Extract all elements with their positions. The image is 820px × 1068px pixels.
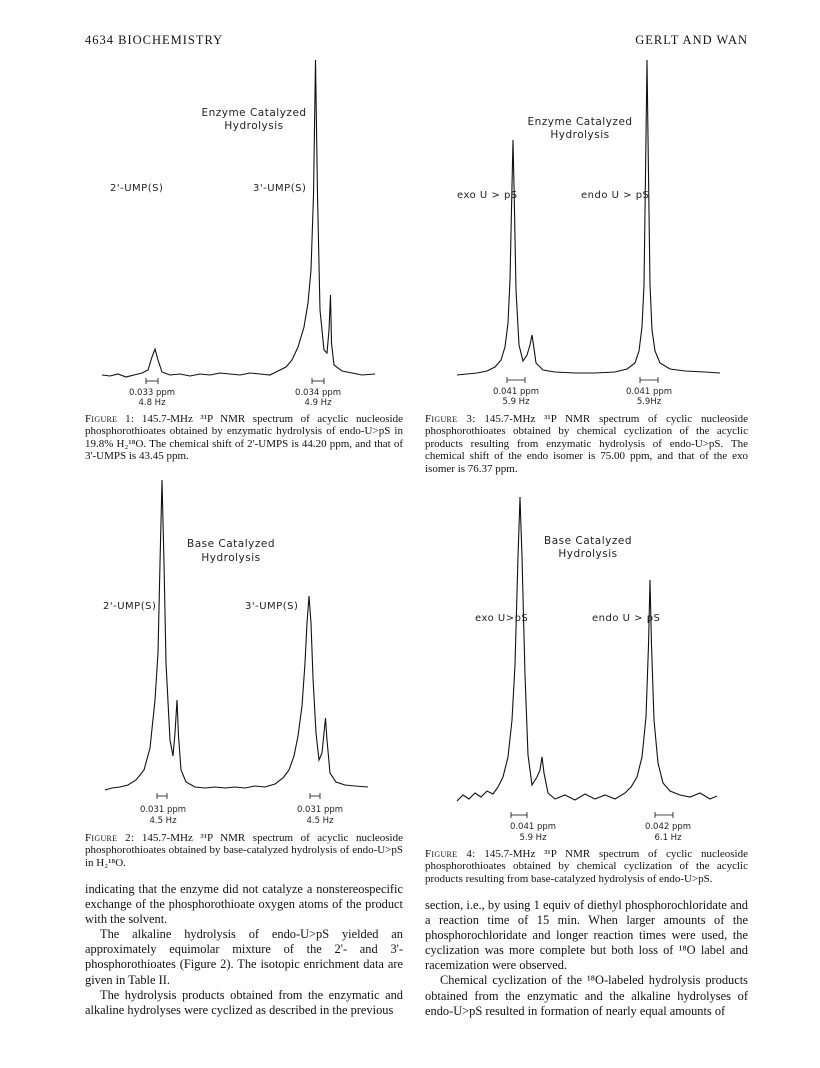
figure-label-line1: Base Catalyzed xyxy=(544,535,632,547)
linewidth-scale-right xyxy=(655,812,673,818)
scale-left-hz: 4.5 Hz xyxy=(149,816,177,826)
scale-left-ppm: 0.041 ppm xyxy=(509,822,557,832)
figure-label-line2: Hydrolysis xyxy=(550,129,610,141)
peak-label-right: endo U > pS xyxy=(581,190,650,201)
linewidth-scale-left xyxy=(157,793,167,799)
spectrum-trace xyxy=(105,480,368,790)
scale-left-ppm: 0.033 ppm xyxy=(128,388,176,398)
caption-label: Figure 3: xyxy=(425,413,476,425)
figure-4-spectrum xyxy=(455,495,735,845)
running-header-left: 4634 BIOCHEMISTRY xyxy=(85,33,224,47)
scale-right-ppm: 0.041 ppm xyxy=(625,387,673,397)
caption-text: 145.7-MHz ³¹P NMR spectrum of cyclic nucleoside phosphorothioates obtained by chemical cyclization of the acyclic products resulting from base-catalyzed hydrolysis of endo-U>pS. xyxy=(425,848,748,885)
peak-label-left: exo U > pS xyxy=(457,190,518,201)
caption-text: 145.7-MHz ³¹P NMR spectrum of acyclic nucleoside phosphorothioates obtained by base-catalyzed hydrolysis of endo-U>pS in H₂¹⁸O. xyxy=(85,832,403,869)
figure-label xyxy=(201,107,306,132)
scale-left-ppm: 0.031 ppm xyxy=(139,805,187,815)
body-text-right-column xyxy=(425,898,748,1019)
scale-right-hz: 6.1 Hz xyxy=(654,833,682,843)
scale-right-hz: 5.9Hz xyxy=(636,397,662,407)
paragraph: The hydrolysis products obtained from the enzymatic and alkaline hydrolyses were cyclized as described in the previous xyxy=(85,987,403,1017)
figure-3-spectrum xyxy=(455,55,735,415)
paragraph: indicating that the enzyme did not catalyze a nonstereospecific exchange of the phosphorothioate oxygen atoms of the product with the solvent. xyxy=(85,882,403,927)
scale-right-ppm: 0.042 ppm xyxy=(644,822,692,832)
scale-right-ppm: 0.034 ppm xyxy=(294,388,342,398)
scale-left-ppm: 0.041 ppm xyxy=(492,387,540,397)
caption-text: 145.7-MHz ³¹P NMR spectrum of cyclic nucleoside phosphorothioates obtained by chemical cyclization of the acyclic products resulting from enzymatic hydrolysis of endo-U>pS. The chemical shift of the endo isomer is 75.00 ppm, and that of the exo isomer is 76.37 ppm. xyxy=(425,413,748,475)
caption-label: Figure 1: xyxy=(85,413,135,425)
running-header-right: GERLT AND WAN xyxy=(635,33,748,47)
peak-label-right: 3'-UMP(S) xyxy=(253,183,307,194)
body-text-left-column xyxy=(85,882,403,1018)
figure-label xyxy=(544,535,632,560)
linewidth-scale-right xyxy=(640,377,658,383)
linewidth-scale-left xyxy=(507,377,525,383)
linewidth-scale-right xyxy=(312,378,324,384)
peak-label-left: 2'-UMP(S) xyxy=(110,183,164,194)
peak-label-left: exo U>pS xyxy=(475,613,529,624)
scale-left-hz: 5.9 Hz xyxy=(502,397,530,407)
spectrum-trace xyxy=(457,60,720,375)
peak-label-left: 2'-UMP(S) xyxy=(103,601,157,612)
caption-label: Figure 4: xyxy=(425,848,476,860)
scale-right-hz: 4.5 Hz xyxy=(306,816,334,826)
peak-label-right: endo U > pS xyxy=(592,613,661,624)
paragraph: Chemical cyclization of the ¹⁸O-labeled hydrolysis products obtained from the enzymatic and the alkaline hydrolyses of endo-U>pS resulted in formation of nearly equal amounts of xyxy=(425,973,748,1018)
figure-label-line2: Hydrolysis xyxy=(201,552,261,564)
scale-right-hz: 4.9 Hz xyxy=(304,398,332,408)
scale-left-hz: 5.9 Hz xyxy=(519,833,547,843)
figure-1-spectrum xyxy=(100,55,390,408)
scale-right-ppm: 0.031 ppm xyxy=(296,805,344,815)
caption-label: Figure 2: xyxy=(85,832,135,844)
figure-label-line2: Hydrolysis xyxy=(558,548,618,560)
paragraph: section, i.e., by using 1 equiv of diethyl phosphorochloridate and a reaction time of 15 min. When larger amounts of the phosphorochloridate and longer reaction times were used, the cyclization was more complete but both loss of ¹⁸O label and racemization were observed. xyxy=(425,898,748,973)
figure-label-line1: Enzyme Catalyzed xyxy=(201,107,307,119)
figure-label-line2: Hydrolysis xyxy=(224,120,284,132)
figure-4-caption xyxy=(425,848,748,885)
paragraph: The alkaline hydrolysis of endo-U>pS yielded an approximately equimolar mixture of the 2'- and 3'-phosphorothioates (Figure 2). The isotopic enrichment data are given in Table II. xyxy=(85,927,403,987)
linewidth-scale-right xyxy=(310,793,320,799)
figure-2-caption xyxy=(85,832,403,869)
linewidth-scale-left xyxy=(146,378,158,384)
figure-label-line1: Enzyme Catalyzed xyxy=(527,116,633,128)
linewidth-scale-left xyxy=(511,812,527,818)
figure-label xyxy=(527,116,632,141)
figure-label-line1: Base Catalyzed xyxy=(187,538,275,550)
figure-1-caption xyxy=(85,413,403,463)
scale-left-hz: 4.8 Hz xyxy=(138,398,166,408)
peak-label-right: 3'-UMP(S) xyxy=(245,601,299,612)
figure-label xyxy=(187,538,275,564)
caption-text: 145.7-MHz ³¹P NMR spectrum of acyclic nucleoside phosphorothioates obtained by enzymatic hydrolysis of endo-U>pS in 19.8% H₂¹⁸O. The chemical shift of 2'-UMPS is 44.20 ppm, and that of 3'-UMPS is 43.45 ppm. xyxy=(85,413,403,463)
figure-2-spectrum xyxy=(100,478,390,828)
figure-3-caption xyxy=(425,413,748,475)
